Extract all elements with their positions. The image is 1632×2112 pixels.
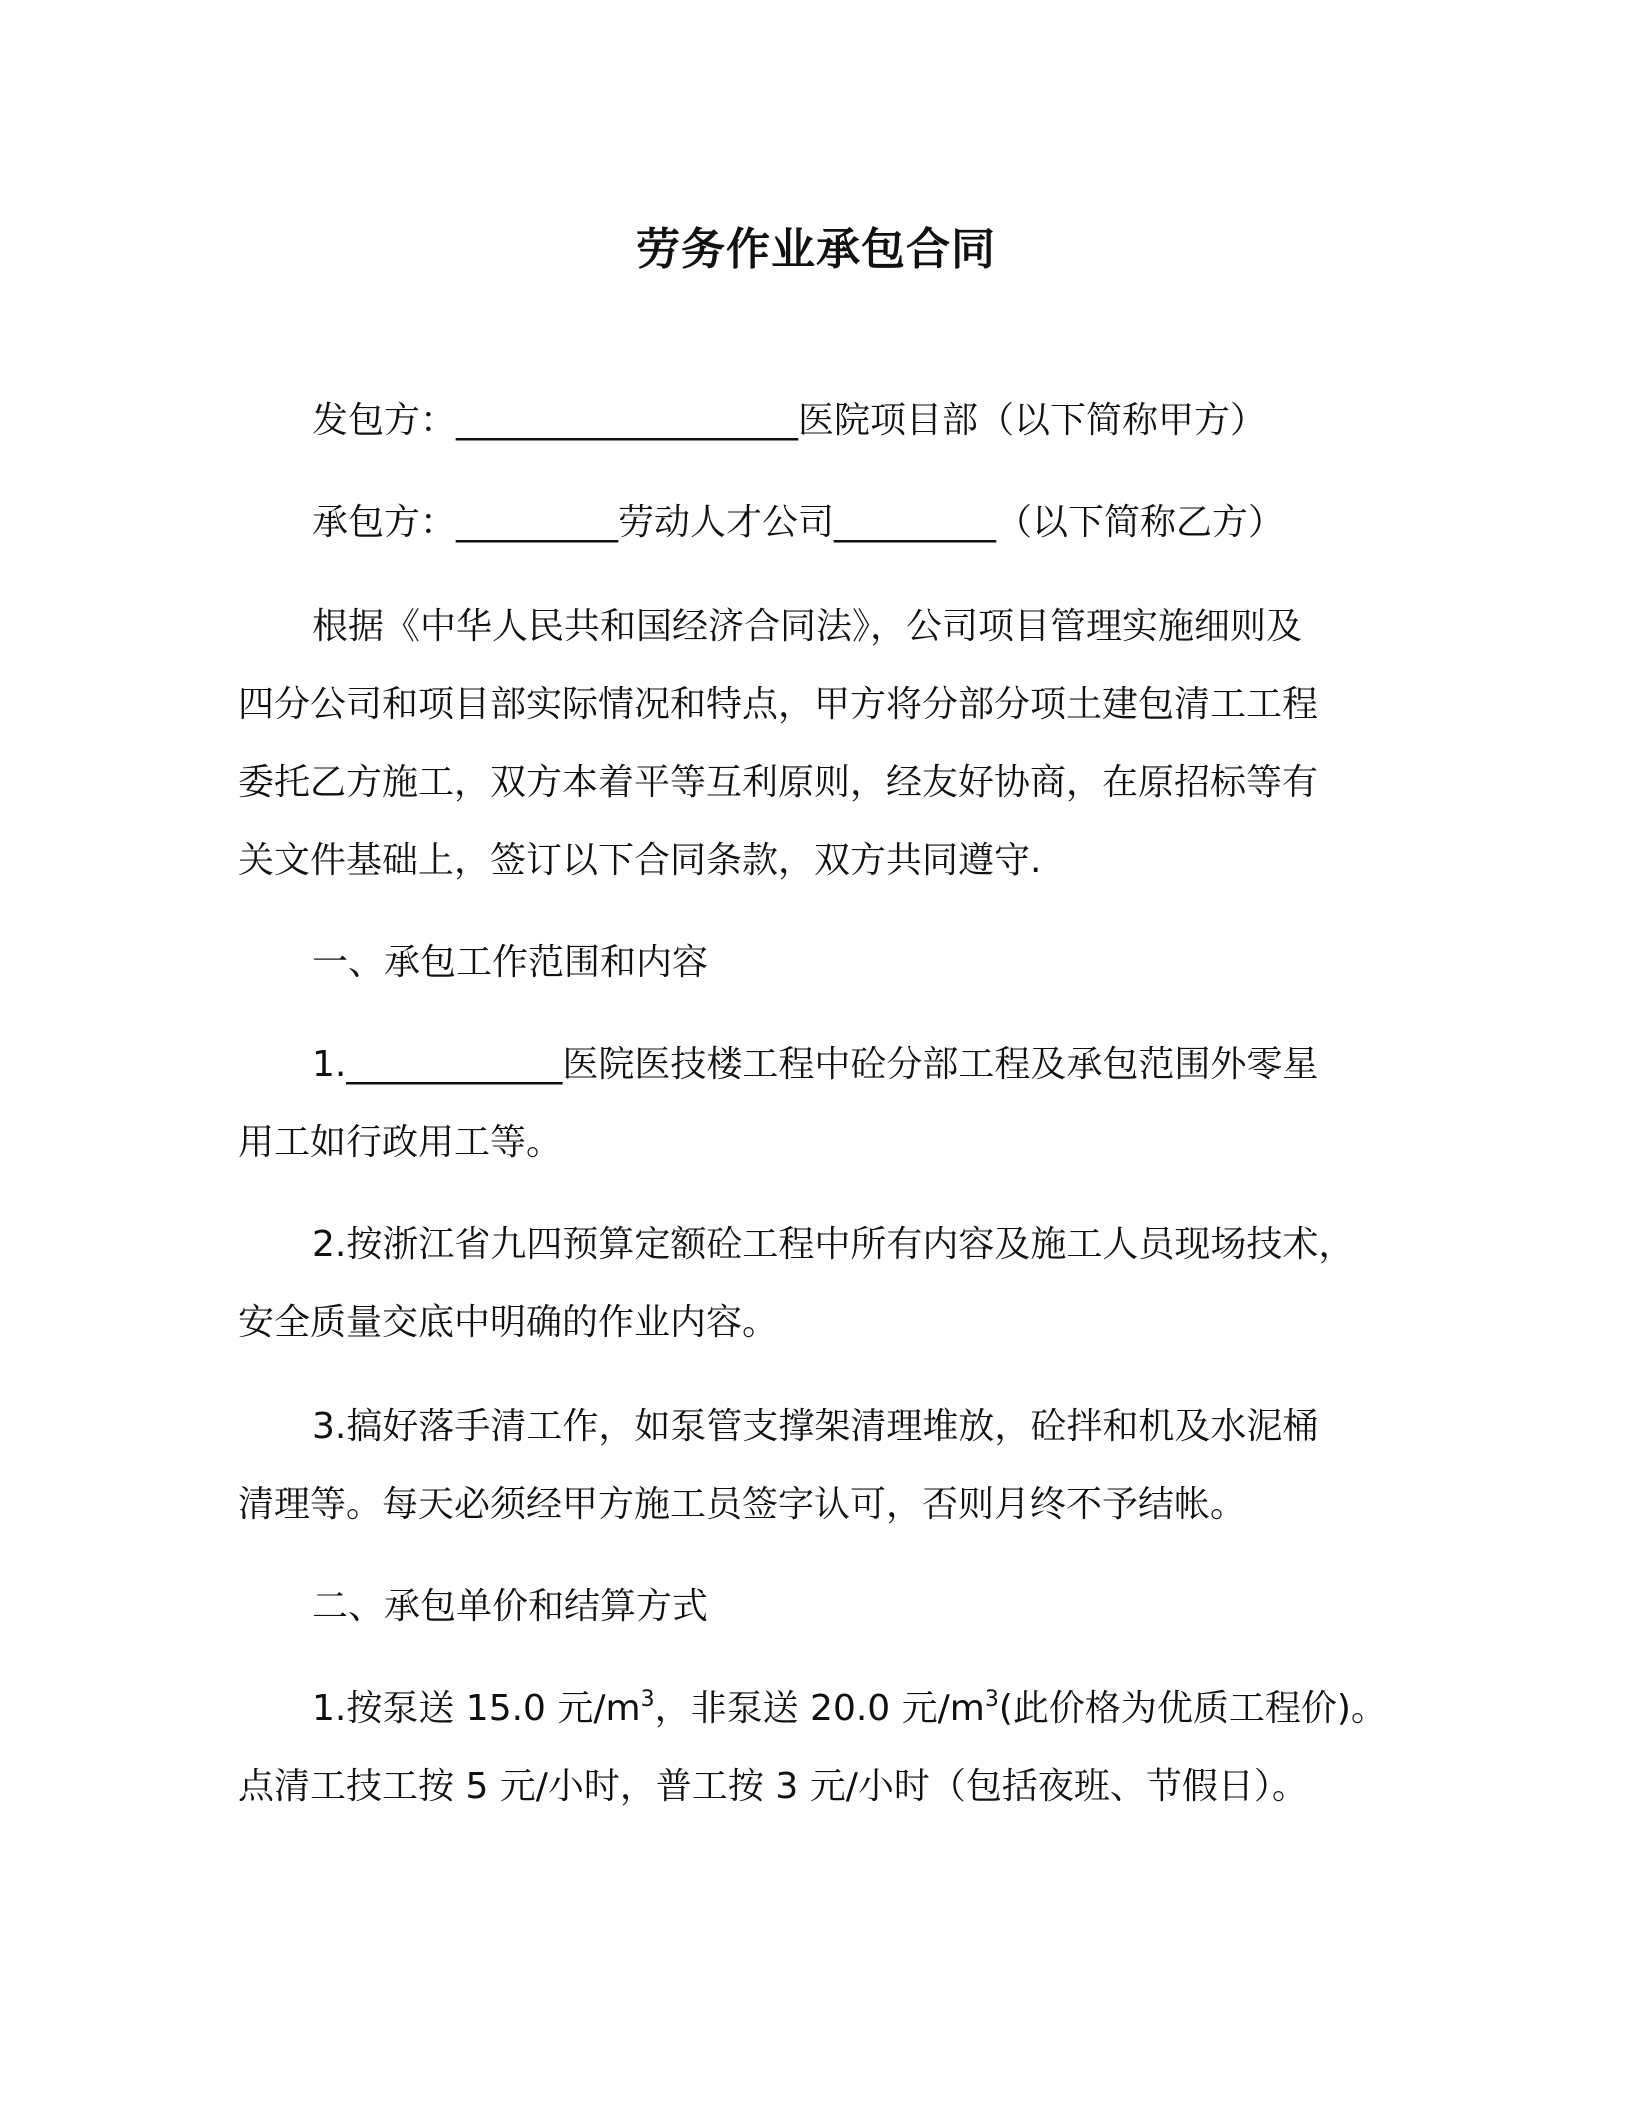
section1-item2-line1: 2.按浙江省九四预算定额砼工程中所有内容及施工人员现场技术， (312, 1224, 1355, 1265)
section1-item2-line2: 安全质量交底中明确的作业内容。 (238, 1302, 779, 1343)
section2-item1-line1 (312, 1684, 1387, 1734)
section1-item3-line1: 3.搞好落手清工作，如泵管支撑架清理堆放，砼拌和机及水泥桶 (312, 1406, 1319, 1447)
section1-heading: 一、承包工作范围和内容 (312, 942, 709, 983)
section1-item3-line2: 清理等。每天必须经甲方施工员签字认可，否则月终不予结帐。 (238, 1484, 1247, 1525)
cubic-superscript: 3 (984, 1687, 999, 1712)
section2-heading: 二、承包单价和结算方式 (312, 1586, 709, 1627)
intro-line-2: 四分公司和项目部实际情况和特点，甲方将分部分项土建包清工工程 (238, 684, 1319, 725)
price-note-text: (此价格为优质工程价)。 (998, 1688, 1387, 1729)
document-title: 劳务作业承包合同 (636, 224, 996, 275)
intro-line-3: 委托乙方施工，双方本着平等互利原则，经友好协商，在原招标等有 (238, 762, 1319, 803)
issuer-line: 发包方：___________________医院项目部（以下简称甲方） (312, 400, 1267, 441)
intro-line-4: 关文件基础上，签订以下合同条款，双方共同遵守. (238, 840, 1042, 881)
section1-item1-line1: 1.____________医院医技楼工程中砼分部工程及承包范围外零星 (312, 1044, 1319, 1085)
price-pumped-text: 1.按泵送 15.0 元/m (312, 1688, 641, 1729)
price-nonpumped-text: ，非泵送 20.0 元/m (654, 1688, 985, 1729)
section1-item1-line2: 用工如行政用工等。 (238, 1122, 563, 1163)
intro-line-1: 根据《中华人民共和国经济合同法》，公司项目管理实施细则及 (312, 606, 1303, 647)
section2-item1-line2: 点清工技工按 5 元/小时，普工按 3 元/小时（包括夜班、节假日）。 (238, 1766, 1308, 1807)
contractor-line: 承包方：_________劳动人才公司_________（以下简称乙方） (312, 502, 1285, 543)
cubic-superscript: 3 (640, 1687, 655, 1712)
